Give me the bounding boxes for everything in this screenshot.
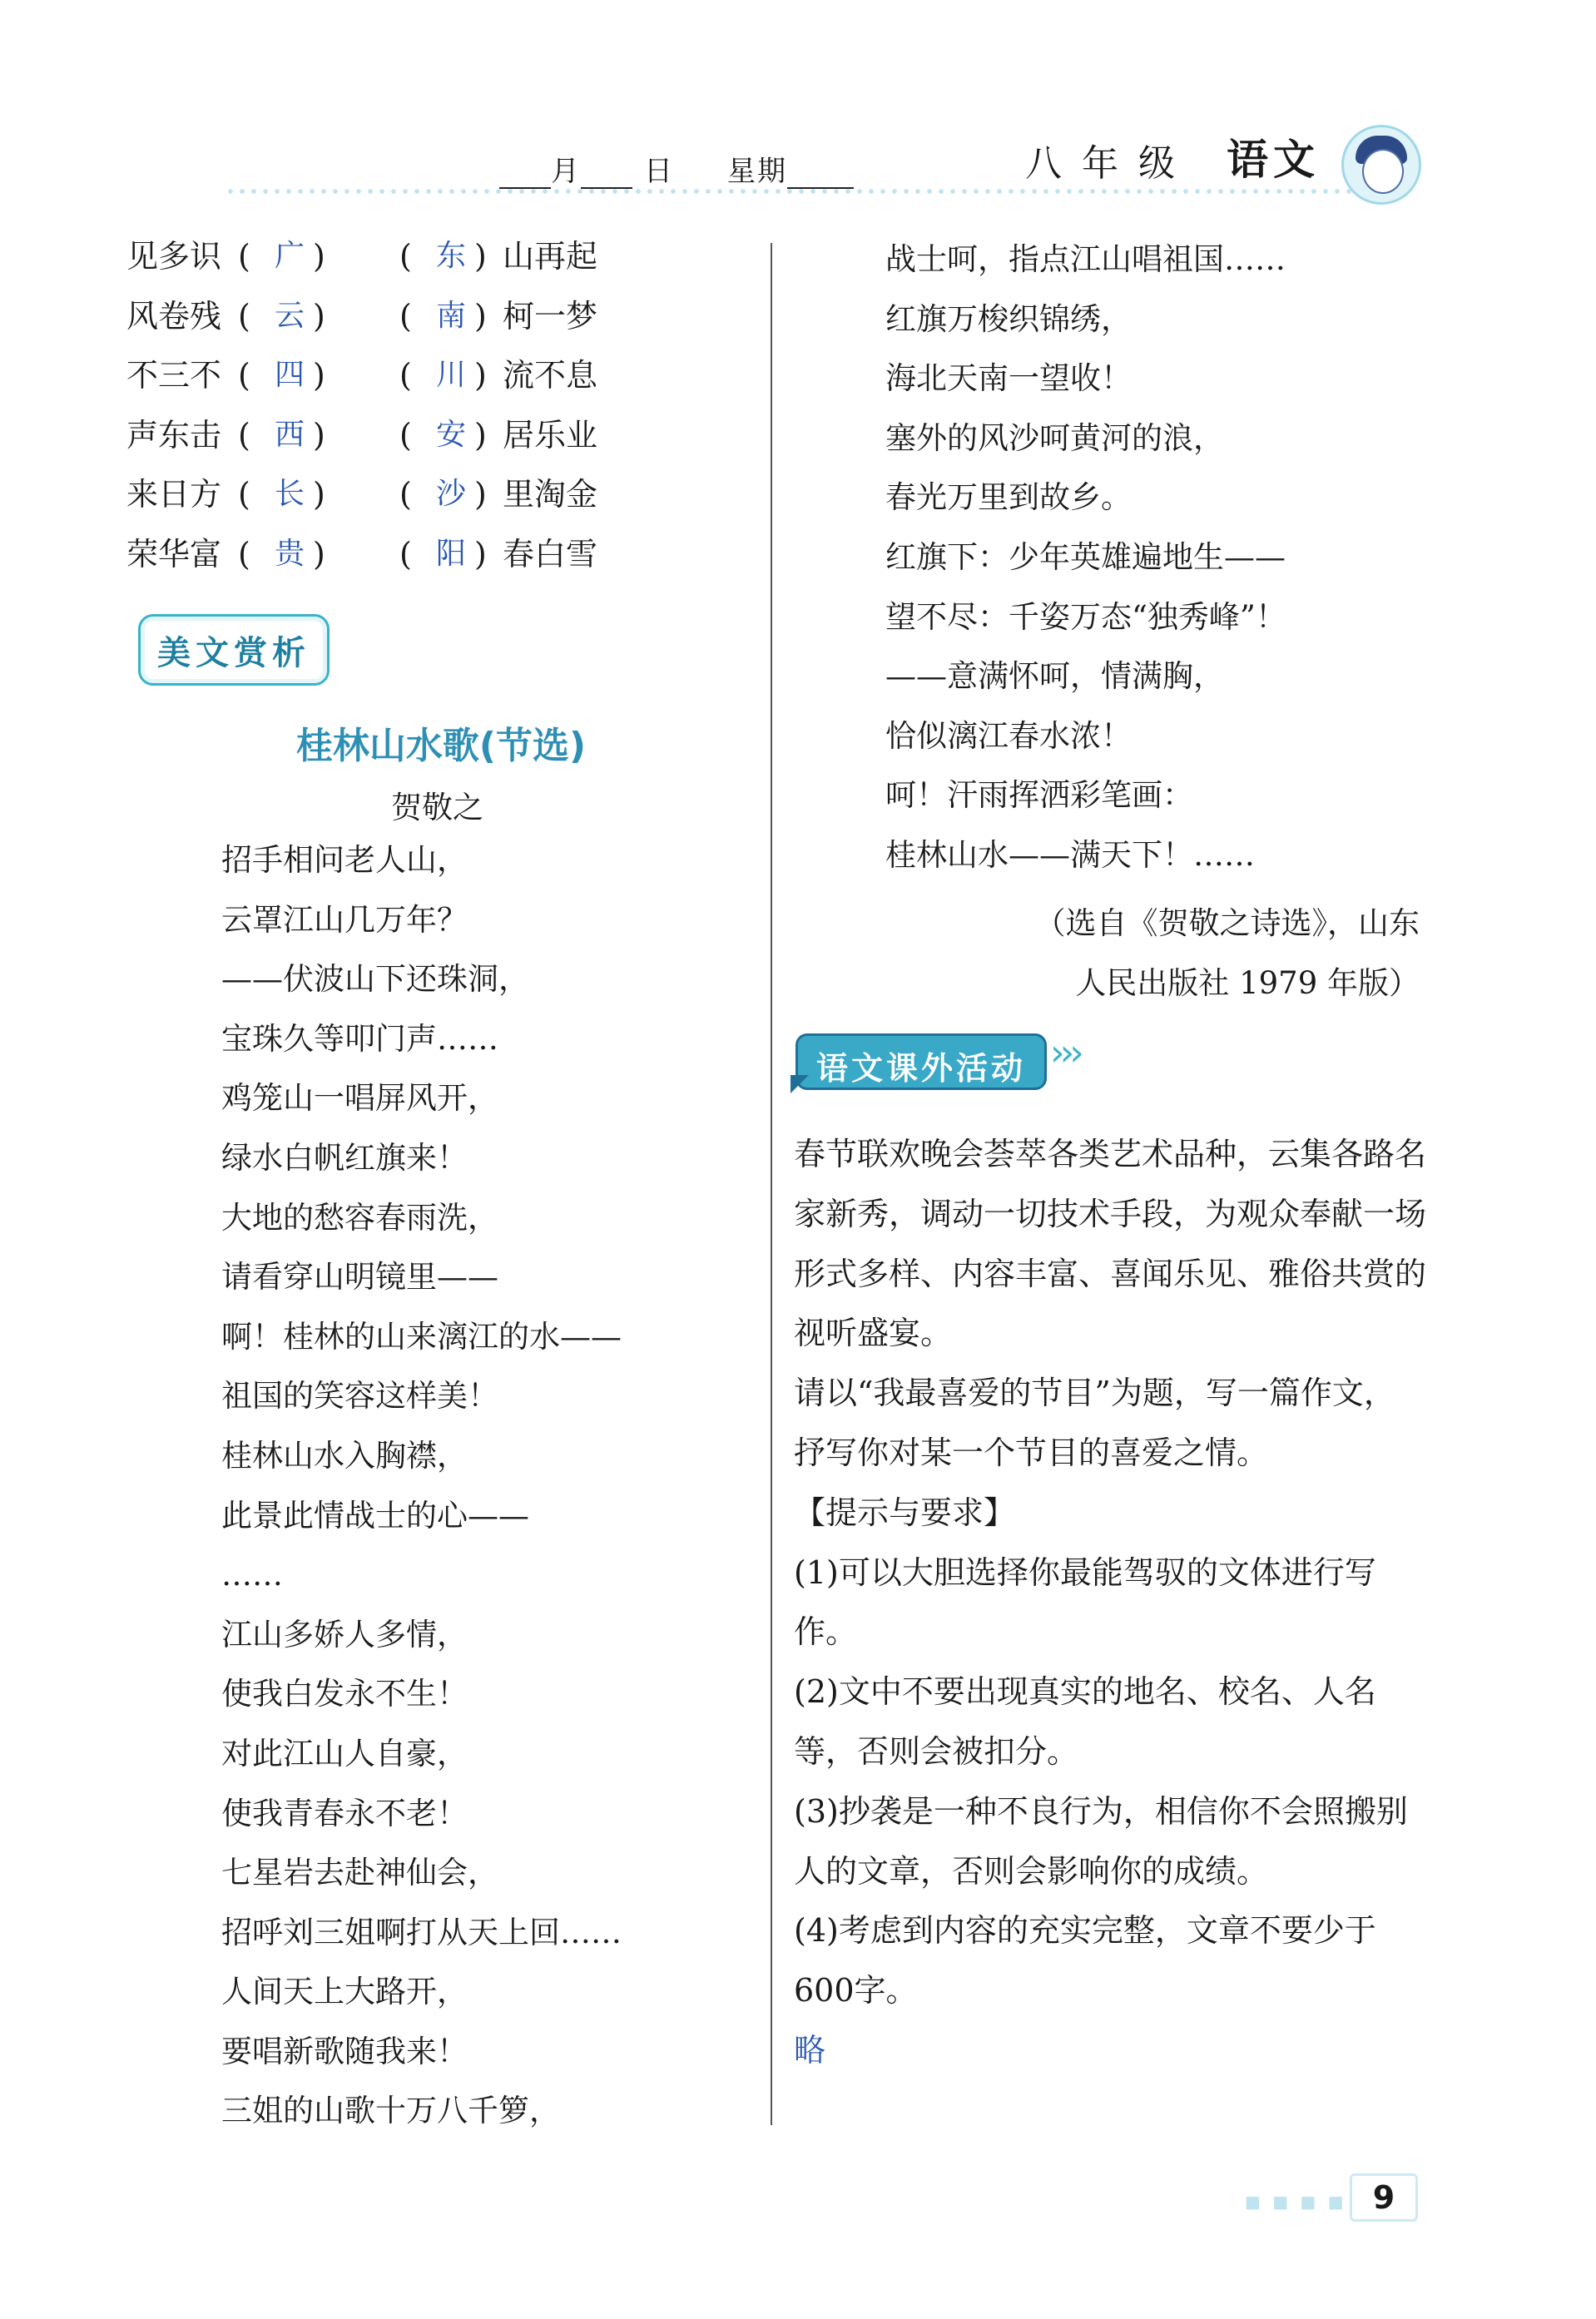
idiom-right: 柯一梦 <box>503 297 598 334</box>
header-dotted-divider <box>225 188 1356 195</box>
poem-line: 云罩江山几万年？ <box>221 901 468 938</box>
poem-line: 请看穿山明镜里—— <box>221 1259 498 1296</box>
poem-line: 红旗万梭织锦绣， <box>885 300 1132 337</box>
weekday-label: 星期 <box>727 155 787 188</box>
poem-source-line: （选自《贺敬之诗选》，山东 <box>1034 905 1420 941</box>
chevrons-right-icon: ››› <box>1050 1032 1079 1074</box>
poem-line: 三姐的山歌十万八千箩， <box>221 2093 560 2129</box>
section-badge-appreciation <box>138 614 330 686</box>
idiom-left: 声东击 <box>126 416 222 453</box>
idiom-answer: 阳 <box>435 536 466 571</box>
footer-decoration: ■ ■ ■ ■ <box>1245 2192 1347 2212</box>
poem-line: 七星岩去赴神仙会， <box>221 1855 498 1891</box>
badge-tail <box>791 1075 809 1093</box>
idiom-answer: 安 <box>435 417 466 452</box>
idiom-answer: 南 <box>435 298 466 333</box>
grade-label: 八年级 <box>1025 142 1195 185</box>
idiom-answer: 云 <box>274 298 305 333</box>
tip-item: (3)抄袭是一种不良行为，相信你不会照搬别人的文章，否则会影响你的成绩。 <box>794 1792 1408 1890</box>
poem-left-column <box>221 839 622 2149</box>
idiom-answer: 广 <box>274 239 305 273</box>
idiom-answer: 东 <box>435 239 466 273</box>
idiom-left: 不三不 <box>126 357 222 394</box>
idiom-answer: 四 <box>274 358 305 392</box>
idiom-left: 见多识 <box>126 238 222 275</box>
poem-line: 呵！汗雨挥洒彩笔画： <box>885 777 1193 814</box>
idiom-answer: 西 <box>274 417 305 452</box>
poem-line: 此景此情战士的心—— <box>221 1497 529 1534</box>
activity-intro: 春节联欢晚会荟萃各类艺术品种，云集各路名家新秀，调动一切技术手段，为观众奉献一场形式多样、内容丰富、喜闻乐见、雅俗共赏的视听盛宴。 <box>794 1136 1427 1352</box>
poem-author: 贺敬之 <box>391 790 483 825</box>
day-label: 日 <box>644 155 674 188</box>
idiom-answer: 川 <box>435 358 466 392</box>
poem-line: 战士呵，指点江山唱祖国…… <box>885 241 1286 277</box>
idiom-left: 来日方 <box>126 476 222 513</box>
poem-source <box>782 894 1420 1013</box>
day-blank <box>581 162 632 189</box>
poem-right-column <box>885 238 1286 894</box>
tip-item: (4)考虑到内容的充实完整，文章不要少于600字。 <box>794 1912 1376 2009</box>
section-badge-label: 美文赏析 <box>157 634 310 672</box>
poem-line: …… <box>221 1557 283 1593</box>
poem-line: 望不尽：千姿万态“独秀峰”！ <box>885 598 1286 635</box>
poem-line: 宝珠久等叩门声…… <box>221 1020 498 1057</box>
idiom-row: 不三不 ( 四 ) ( 川 ) 流不息 <box>126 354 669 414</box>
idiom-answer: 长 <box>274 477 305 511</box>
activity-text <box>794 1125 1426 2081</box>
poem-line: 桂林山水——满天下！…… <box>885 836 1255 873</box>
tip-item: (1)可以大胆选择你最能驾驭的文体进行写作。 <box>794 1553 1376 1651</box>
activity-task: 请以“我最喜爱的节目”为题，写一篇作文，抒写你对某一个节目的喜爱之情。 <box>794 1375 1395 1471</box>
page-number-box <box>1350 2173 1418 2222</box>
weekday-blank <box>787 162 854 189</box>
month-label: 月 <box>551 155 581 188</box>
idiom-row: 荣华富 ( 贵 ) ( 阳 ) 春白雪 <box>126 533 669 592</box>
poem-line: 啊！桂林的山来漓江的水—— <box>221 1318 622 1355</box>
column-divider <box>771 243 772 2125</box>
poem-line: 绿水白帆红旗来！ <box>221 1139 468 1176</box>
poem-line: 招手相问老人山， <box>221 842 468 878</box>
poem-line: 对此江山人自豪， <box>221 1735 468 1771</box>
poem-line: 使我白发永不生！ <box>221 1676 468 1712</box>
idiom-left: 风卷残 <box>126 297 222 334</box>
idiom-right: 里淘金 <box>503 476 598 513</box>
poem-line: ——意满怀呵，情满胸， <box>885 658 1224 695</box>
poem-line: 海北天南一望收！ <box>885 360 1132 397</box>
poem-line: 塞外的风沙呵黄河的浪， <box>885 419 1224 456</box>
answer-text: 略 <box>794 2031 826 2069</box>
idiom-answer: 贵 <box>274 536 305 571</box>
idiom-row: 见多识 ( 广 ) ( 东 ) 山再起 <box>126 235 669 295</box>
idiom-right: 居乐业 <box>503 416 598 453</box>
idiom-row: 声东击 ( 西 ) ( 安 ) 居乐业 <box>126 414 669 473</box>
poem-line: 人间天上大路开， <box>221 1974 468 2010</box>
poem-line: 招呼刘三姐啊打从天上回…… <box>221 1914 622 1950</box>
poem-line: 桂林山水入胸襟， <box>221 1437 468 1474</box>
poem-line: 江山多娇人多情， <box>221 1616 468 1653</box>
poem-line: 大地的愁容春雨洗， <box>221 1199 498 1236</box>
idiom-left: 荣华富 <box>126 535 222 572</box>
month-blank <box>499 162 551 189</box>
section-badge-activity <box>796 1033 1047 1090</box>
section-badge-label: 语文课外活动 <box>815 1050 1026 1087</box>
tips-heading: 【提示与要求】 <box>794 1494 1016 1531</box>
poem-line: 鸡笼山一唱屏风开， <box>221 1080 498 1117</box>
poem-source-line: 人民出版社 1979 年版） <box>1075 965 1420 1001</box>
poem-line: 红旗下：少年英雄遍地生—— <box>885 538 1286 575</box>
idiom-right: 春白雪 <box>503 535 598 572</box>
poem-line: 恰似漓江春水浓！ <box>885 717 1132 754</box>
poem-line: ——伏波山下还珠洞， <box>221 961 529 998</box>
subject-label: 语文 <box>1227 135 1320 184</box>
poem-line: 春光万里到故乡。 <box>885 479 1132 516</box>
poem-line: 祖国的笑容这样美！ <box>221 1378 498 1415</box>
page-number: 9 <box>1372 2179 1395 2216</box>
date-line <box>499 148 854 189</box>
poem-line: 使我青春永不老！ <box>221 1795 468 1831</box>
poem-title: 桂林山水歌(节选) <box>295 725 587 767</box>
idiom-list <box>126 235 669 592</box>
idiom-row: 风卷残 ( 云 ) ( 南 ) 柯一梦 <box>126 295 669 354</box>
idiom-right: 山再起 <box>503 238 598 275</box>
idiom-right: 流不息 <box>503 357 598 394</box>
tip-item: (2)文中不要出现真实的地名、校名、人名等，否则会被扣分。 <box>794 1673 1376 1770</box>
poem-line: 要唱新歌随我来！ <box>221 2033 468 2069</box>
idiom-answer: 沙 <box>435 477 466 511</box>
idiom-row: 来日方 ( 长 ) ( 沙 ) 里淘金 <box>126 473 669 533</box>
